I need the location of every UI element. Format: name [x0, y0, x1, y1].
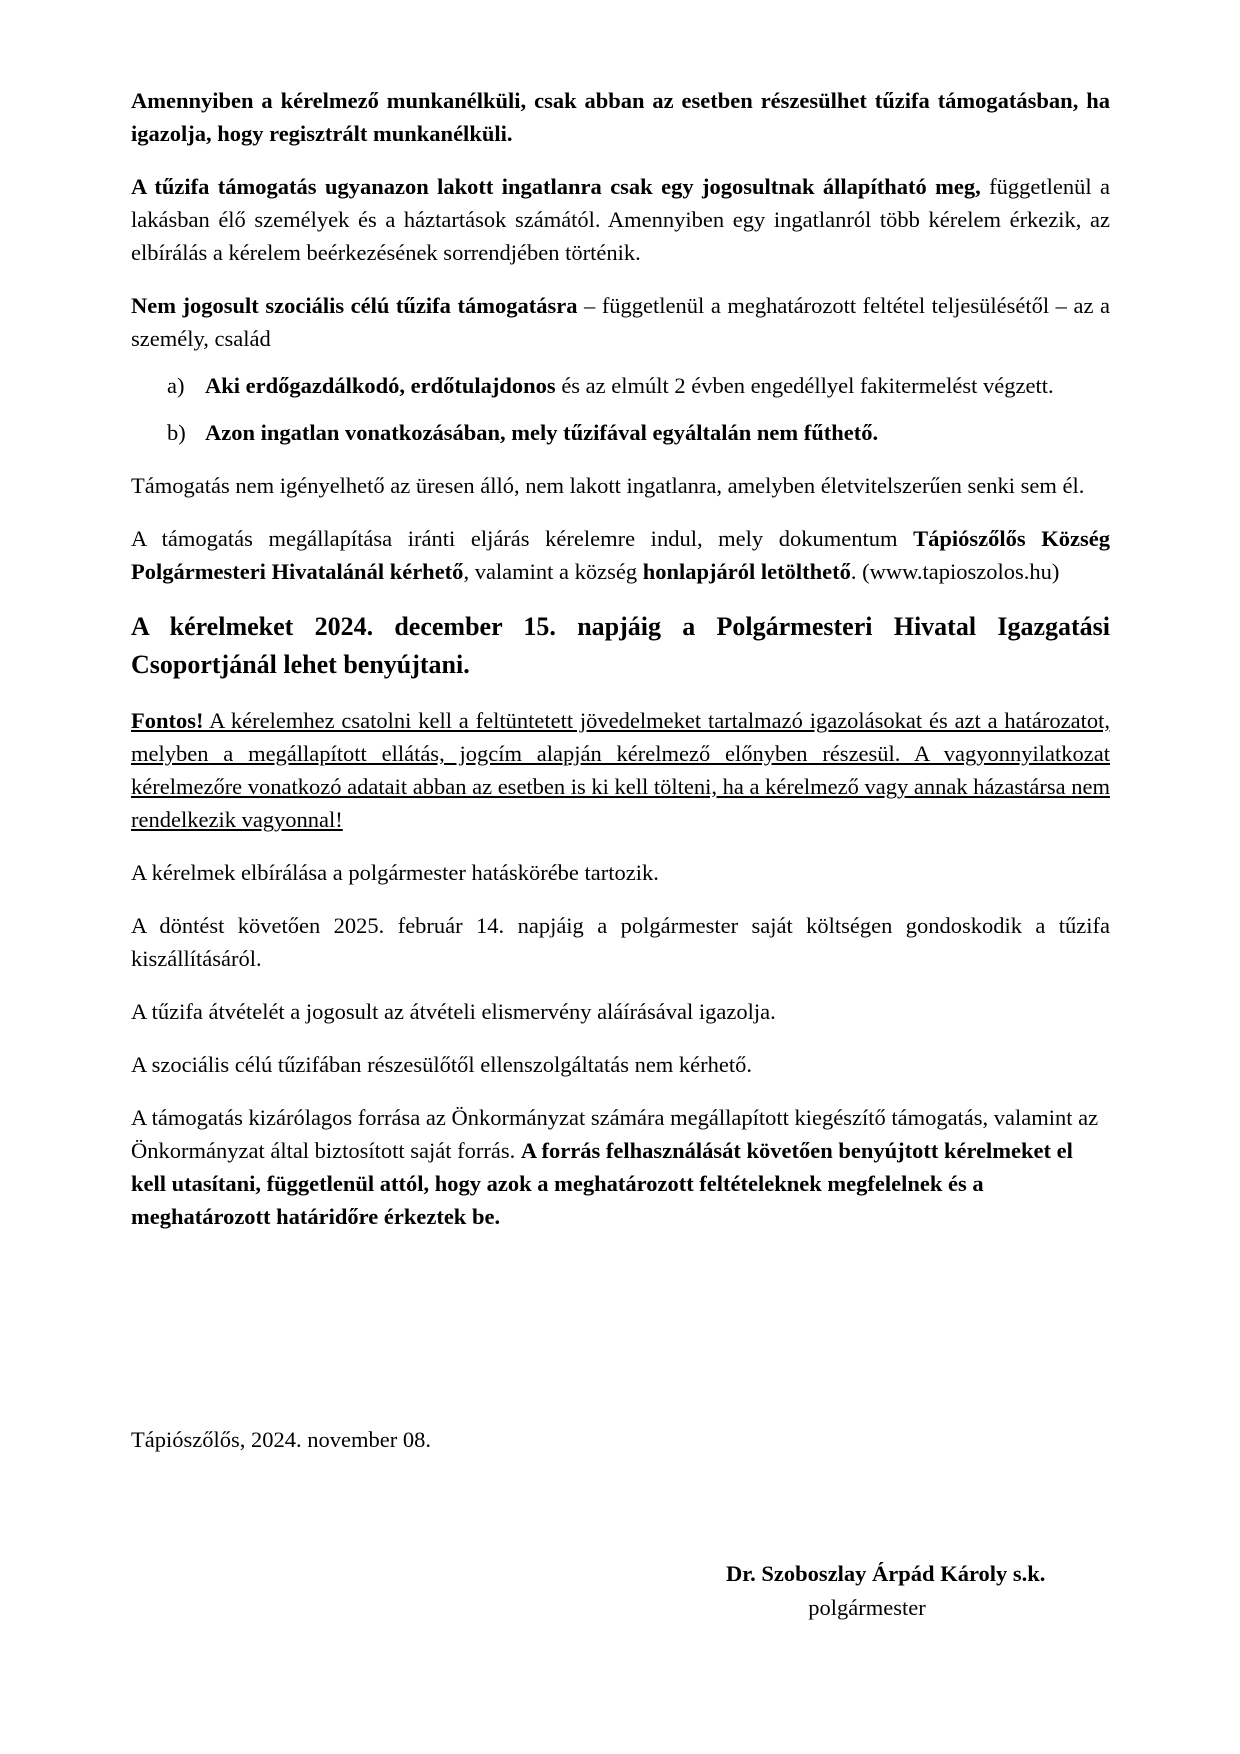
paragraph-procedure: A támogatás megállapítása iránti eljárás kérelemre indul, mely dokumentum Tápiószőlős Község Polgármesteri Hivatalánál kérhető, valamint a község honlapjáról letölthető. (www.tapioszolos.hu) — [131, 526, 1110, 584]
paragraph-unemployed: Amennyiben a kérelmező munkanélküli, csak abban az esetben részesülhet tűzifa támogatásban, ha igazolja, hogy regisztrált munkanélküli. — [131, 88, 1110, 146]
paragraph-funding-source: A támogatás kizárólagos forrása az Önkormányzat számára megállapított kiegészítő támogatás, valamint az Önkormányzat által biztosított saját forrás. A forrás felhasználását követően benyújtott kérelmeket el kell utasítani, függetlenül attól, hogy azok a meghatározott feltételeknek megfelelnek és a meghatározott határidőre érkeztek be. — [131, 1105, 1099, 1229]
paragraph-important: Fontos! A kérelemhez csatolni kell a feltüntetett jövedelmeket tartalmazó igazolásokat és azt a határozatot, melyben a megállapított ellátás, jogcím alapján kérelmező előnyben részesül. A vagyonnyilatkozat kérelmezőre vonatkozó adatait abban az esetben is ki kell tölteni, ha a kérelmező vagy annak házastársa nem rendelkezik vagyonnal! — [131, 708, 1110, 832]
paragraph-empty-property: Támogatás nem igényelhető az üresen álló, nem lakott ingatlanra, amelyben életvitelszerűen senki sem él. — [131, 473, 1085, 498]
signatory-name: Dr. Szoboszlay Árpád Károly s.k. — [726, 1561, 1046, 1586]
paragraph-no-consideration: A szociális célú tűzifában részesülőtől ellenszolgáltatás nem kérhető. — [131, 1052, 753, 1077]
list-marker: a) — [167, 373, 185, 398]
paragraph-not-eligible: Nem jogosult szociális célú tűzifa támogatásra – függetlenül a meghatározott feltétel teljesülésétől – az a személy, család — [131, 293, 1110, 351]
place-and-date: Tápiószőlős, 2024. november 08. — [131, 1427, 431, 1452]
not-eligible-list — [131, 369, 1110, 449]
paragraph-delivery: A döntést követően 2025. február 14. napjáig a polgármester saját költségen gondoskodik a tűzifa kiszállításáról. — [131, 913, 1110, 971]
list-marker: b) — [167, 420, 186, 445]
paragraph-decision-authority: A kérelmek elbírálása a polgármester hatáskörébe tartozik. — [131, 860, 659, 885]
signatory-title: polgármester — [808, 1595, 926, 1620]
paragraph-receipt: A tűzifa átvételét a jogosult az átvételi elismervény aláírásával igazolja. — [131, 999, 776, 1024]
paragraph-one-beneficiary: A tűzifa támogatás ugyanazon lakott ingatlanra csak egy jogosultnak állapítható meg, függetlenül a lakásban élő személyek és a háztartások számától. Amennyiben egy ingatlanról több kérelem érkezik, az elbírálás a kérelem beérkezésének sorrendjében történik. — [131, 174, 1110, 265]
paragraph-deadline: A kérelmeket 2024. december 15. napjáig a Polgármesteri Hivatal Igazgatási Csoportjánál lehet benyújtani. — [131, 612, 1110, 679]
document-body — [131, 84, 1110, 1253]
list-item: a) Aki erdőgazdálkodó, erdőtulajdonos és az elmúlt 2 évben engedéllyel fakitermelést végzett. — [131, 369, 1110, 402]
list-item: b) Azon ingatlan vonatkozásában, mely tűzifával egyáltalán nem fűthető. — [131, 416, 1110, 449]
